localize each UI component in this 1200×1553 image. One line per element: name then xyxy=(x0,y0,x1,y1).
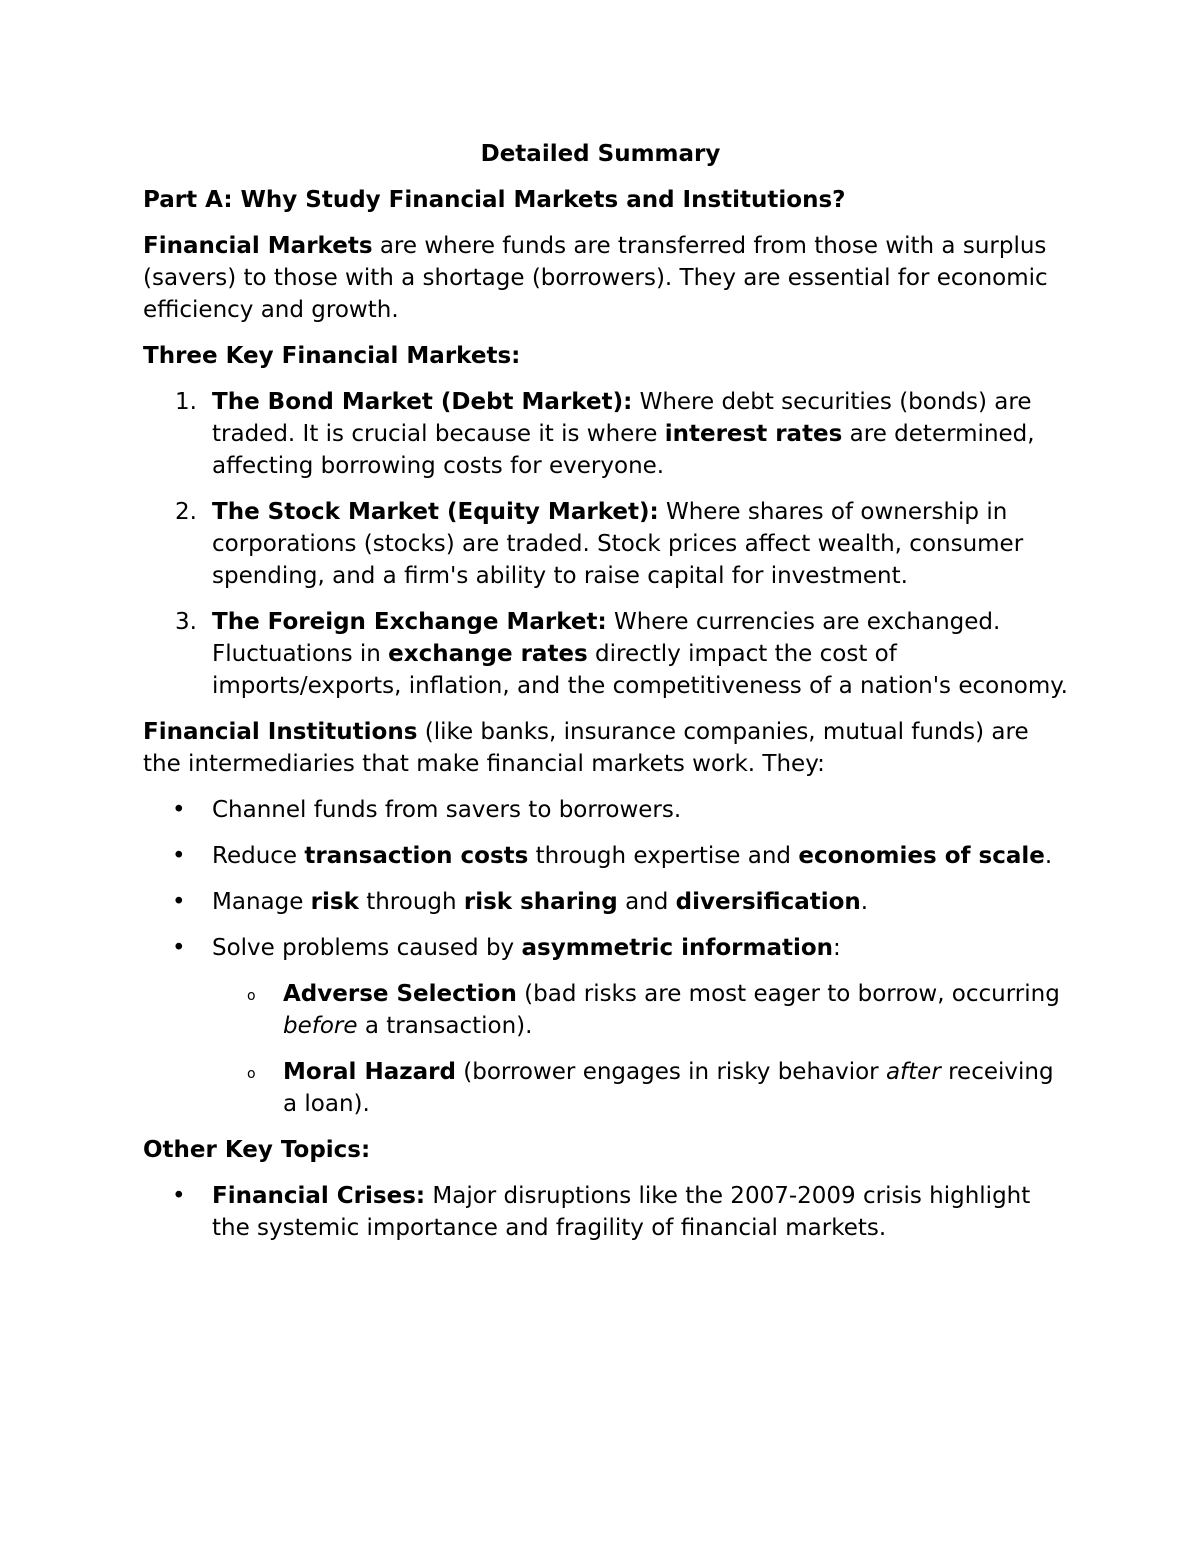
text-segment: and xyxy=(617,889,676,915)
list-item-moral-hazard xyxy=(143,1056,1073,1120)
forex-market-text-end: directly impact the cost of imports/exports, inflation, and the competitiveness of a nation's economy. xyxy=(212,641,1068,699)
financial-crises-text: Major disruptions like the 2007-2009 crisis highlight the systemic importance and fragility of financial markets. xyxy=(212,1183,1031,1241)
list-item-transaction-costs xyxy=(143,840,1073,872)
exchange-rates-term: exchange rates xyxy=(388,641,588,667)
text-segment: through xyxy=(358,889,464,915)
text-segment: a transaction). xyxy=(357,1013,533,1039)
bond-market-text: Where debt securities (bonds) are traded. It is crucial because it is where xyxy=(212,389,1032,447)
list-number: 3. xyxy=(175,609,197,635)
bullet-icon: • xyxy=(172,843,186,869)
channel-funds-text: Channel funds from savers to borrowers. xyxy=(212,797,682,823)
financial-institutions-paragraph xyxy=(143,716,1073,780)
after-emphasis: after xyxy=(885,1059,941,1085)
asymmetric-information-sublist xyxy=(212,978,1073,1120)
transaction-costs-term: transaction costs xyxy=(304,843,529,869)
institution-functions-list xyxy=(143,794,1073,1120)
moral-hazard-term: Moral Hazard xyxy=(283,1059,456,1085)
text-segment: Reduce xyxy=(212,843,305,869)
adverse-selection-term: Adverse Selection xyxy=(283,981,517,1007)
circle-bullet-icon: o xyxy=(247,1066,256,1082)
text-segment: (bad risks are most eager to borrow, occurring xyxy=(516,981,1060,1007)
list-item-stock-market xyxy=(143,496,1073,592)
text-segment: Manage xyxy=(212,889,311,915)
risk-term: risk xyxy=(310,889,359,915)
text-segment: through expertise and xyxy=(528,843,799,869)
document-page xyxy=(143,138,1073,1258)
text-segment: : xyxy=(833,935,841,961)
text-segment: Solve problems caused by xyxy=(212,935,522,961)
list-item-bond-market xyxy=(143,386,1073,482)
stock-market-text: Where shares of ownership in corporations (stocks) are traded. Stock prices affect wealth, consumer spending, and a firm's ability to raise capital for investment. xyxy=(212,499,1024,589)
document-title: Detailed Summary xyxy=(480,141,721,167)
markets-list xyxy=(143,386,1073,702)
forex-market-term: The Foreign Exchange Market: xyxy=(212,609,607,635)
text-segment: . xyxy=(1044,843,1053,869)
list-item-asymmetric-information xyxy=(143,932,1073,1120)
bullet-icon: • xyxy=(172,889,186,915)
list-item-financial-crises xyxy=(143,1180,1073,1244)
asymmetric-information-term: asymmetric information xyxy=(521,935,834,961)
interest-rates-term: interest rates xyxy=(664,421,843,447)
list-item-adverse-selection xyxy=(143,978,1073,1042)
list-item-manage-risk xyxy=(143,886,1073,918)
diversification-term: diversification xyxy=(675,889,861,915)
list-item-channel-funds xyxy=(143,794,1073,826)
bond-market-term: The Bond Market (Debt Market): xyxy=(212,389,633,415)
other-topics-heading: Other Key Topics: xyxy=(143,1137,371,1163)
risk-sharing-term: risk sharing xyxy=(463,889,618,915)
forex-market-text: Where currencies are exchanged. Fluctuations in xyxy=(212,609,1001,667)
financial-markets-term: Financial Markets xyxy=(143,233,373,259)
financial-crises-term: Financial Crises: xyxy=(212,1183,426,1209)
stock-market-term: The Stock Market (Equity Market): xyxy=(212,499,659,525)
before-emphasis: before xyxy=(283,1013,358,1039)
bullet-icon: • xyxy=(172,935,186,961)
list-number: 1. xyxy=(175,389,197,415)
economies-of-scale-term: economies of scale xyxy=(798,843,1045,869)
list-item-foreign-exchange-market xyxy=(143,606,1073,702)
part-a-heading: Part A: Why Study Financial Markets and Institutions? xyxy=(143,187,846,213)
bullet-icon: • xyxy=(172,1183,186,1209)
bullet-icon: • xyxy=(172,797,186,823)
financial-institutions-term: Financial Institutions xyxy=(143,719,418,745)
text-segment: (borrower engages in risky behavior xyxy=(455,1059,886,1085)
three-markets-heading: Three Key Financial Markets: xyxy=(143,343,521,369)
circle-bullet-icon: o xyxy=(247,988,256,1004)
list-number: 2. xyxy=(175,499,197,525)
text-segment: receiving a loan). xyxy=(283,1059,1054,1117)
bond-market-text-end: are determined, affecting borrowing costs for everyone. xyxy=(212,421,1035,479)
financial-markets-paragraph xyxy=(143,230,1073,326)
other-topics-list xyxy=(143,1180,1073,1244)
financial-markets-text: are where funds are transferred from those with a surplus (savers) to those with a shortage (borrowers). They are essential for economic efficiency and growth. xyxy=(143,233,1048,323)
financial-institutions-text: (like banks, insurance companies, mutual funds) are the intermediaries that make financial markets work. They: xyxy=(143,719,1029,777)
text-segment: . xyxy=(860,889,869,915)
